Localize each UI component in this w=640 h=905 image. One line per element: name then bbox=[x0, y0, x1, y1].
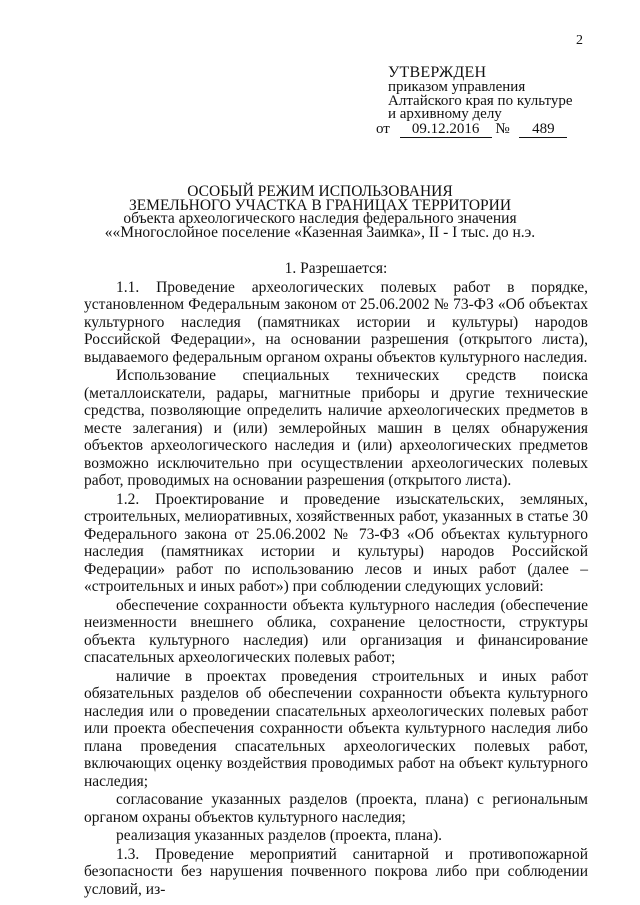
paragraph: обеспечение сохранности объекта культурного наследия (обеспечение неизменности внешнего облика, сохранение целостности, структуры объекта культурного наследия) или организация и финансирование спасательных археологических полевых работ; bbox=[84, 596, 588, 666]
paragraph: Использование специальных технических средств поиска (металлоискатели, радары, магнитные приборы и другие технические средства, позволяющие определить наличие археологических предметов в месте залегания) и (или) землеройных машин в целях обнаружения объектов археологического наследия и (или) археологических предметов возможно исключительно при осуществлении археологических полевых работ, проводимых на основании разрешения (открытого листа). bbox=[84, 367, 588, 489]
title-line: ««Многослойное поселение «Казенная Заимка», II - I тыс. до н.э. bbox=[104, 223, 536, 241]
page-number: 2 bbox=[576, 33, 583, 48]
number-label: № bbox=[495, 121, 510, 137]
approval-line: и архивному делу bbox=[388, 106, 502, 122]
approval-line: Алтайского края по культуре bbox=[388, 92, 573, 109]
approval-heading: УТВЕРЖДЕН bbox=[388, 64, 487, 81]
paragraph: 1.1. Проведение археологических полевых работ в порядке, установленном Федеральным законом от 25.06.2002 № 73-ФЗ «Об объектах культурного наследия (памятниках истории и культуры) народов Российской Федерации», на основании разрешения (открытого листа), выдаваемого федеральным органом охраны объектов культурного наследия. bbox=[84, 278, 588, 366]
section-heading: 1. Разрешается: bbox=[284, 260, 388, 277]
order-number: 489 bbox=[519, 121, 567, 138]
from-label: от bbox=[376, 121, 390, 137]
title-line: объекта археологического наследия федерального значения bbox=[123, 210, 517, 227]
title-line: ЗЕМЕЛЬНОГО УЧАСТКА В ГРАНИЦАХ ТЕРРИТОРИИ bbox=[128, 196, 512, 214]
section-permitted bbox=[84, 260, 588, 898]
approval-block bbox=[376, 64, 608, 137]
order-date-number bbox=[376, 121, 571, 138]
paragraph: реализация указанных разделов (проекта, плана). bbox=[116, 827, 442, 844]
paragraph: наличие в проектах проведения строительных и иных работ обязательных разделов об обеспечении сохранности объекта культурного наследия или о проведении спасательных археологических полевых работ или проекта обеспечения сохранности объекта культурного наследия либо плана проведения спасательных археологических полевых работ, включающих оценку воздействия проводимых работ на объект культурного наследия; bbox=[84, 667, 588, 790]
paragraph: 1.3. Проведение мероприятий санитарной и противопожарной безопасности без нарушения почвенного покрова либо при соблюдении условий, из- bbox=[84, 845, 588, 898]
approval-line: приказом управления bbox=[388, 79, 526, 95]
document-title bbox=[80, 185, 560, 239]
paragraph: согласование указанных разделов (проекта, плана) с региональным органом охраны объектов культурного наследия; bbox=[84, 791, 588, 826]
order-date: 09.12.2016 bbox=[400, 121, 492, 138]
paragraph: 1.2. Проектирование и проведение изыскательских, земляных, строительных, мелиоративных, хозяйственных работ, указанных в статье 30 Федерального закона от 25.06.2002 № 73-ФЗ «Об объектах культурного наследия (памятниках истории и культуры) народов Российской Федерации» работ по использованию лесов и иных работ (далее – «строительных и иных работ») при соблюдении следующих условий: bbox=[84, 490, 588, 595]
title-line: ОСОБЫЙ РЕЖИМ ИСПОЛЬЗОВАНИЯ bbox=[187, 183, 453, 200]
